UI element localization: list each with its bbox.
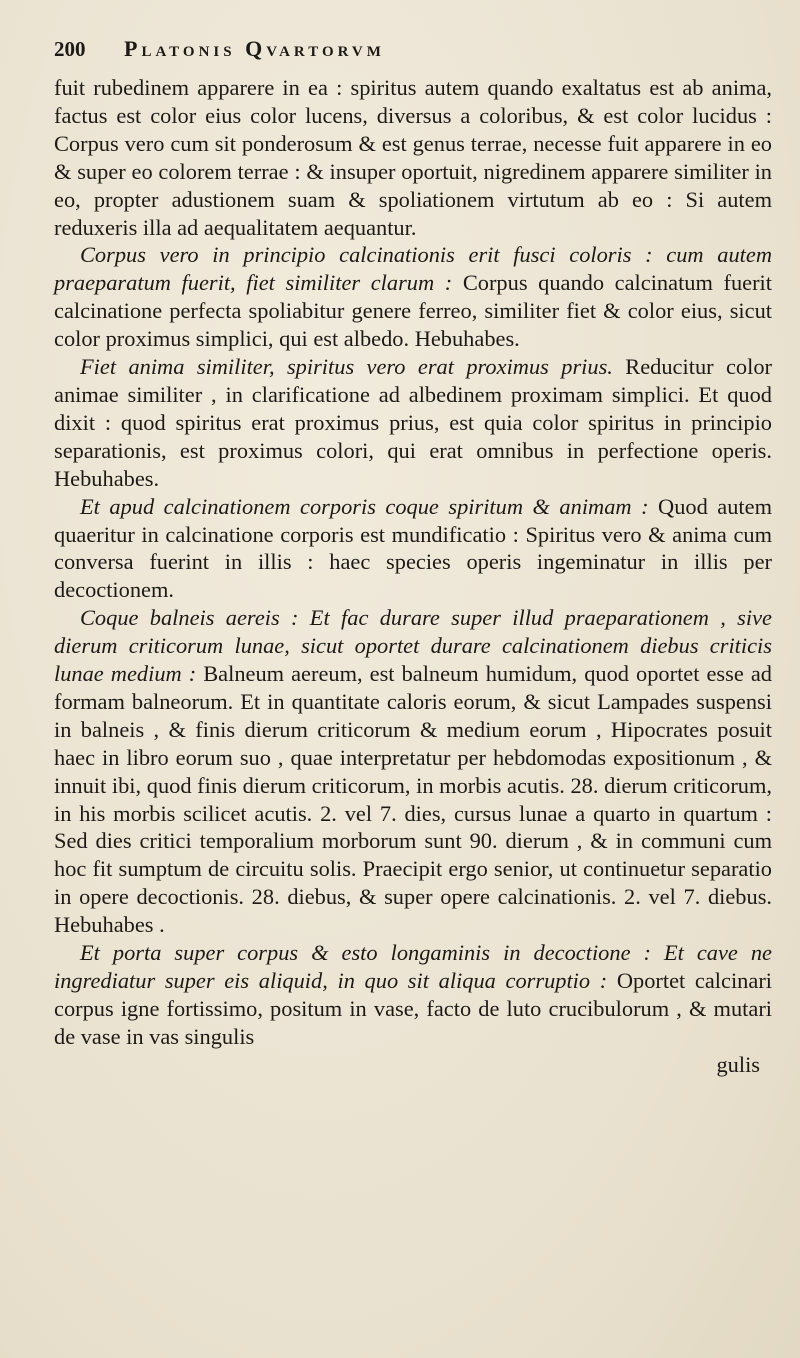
paragraph bbox=[54, 353, 772, 493]
commentary-text: fuit rubedinem apparere in ea : spiritus autem quando exaltatus est ab anima, factus est color eius color lucens, diversus a coloribus, & est color lucidus : Corpus vero cum sit ponderosum & est genus terrae, necesse fuit apparere in eo & super eo colorem terrae : & insuper oportuit, nigredinem apparere similiter in eo, propter adustionem suam & spoliationem virtutum ab eo : Si autem reduxeris illa ad aequalitatem aequantur. bbox=[54, 75, 772, 240]
quoted-text: Fiet anima similiter, spiritus vero erat proximus prius. bbox=[80, 354, 626, 380]
commentary-text: Oportet calcinari corpus igne fortissimo, positum in vase, facto de luto crucibulorum , & mutari de vase in vas singulis bbox=[54, 968, 772, 1049]
quoted-text: Et apud calcinationem corporis coque spiritum & animam : bbox=[80, 493, 659, 519]
quoted-text: Coque balneis aereis : Et fac durare super illud praeparationem , sive dierum criticorum lunae, sicut oportet durare calcinationem diebus criticis lunae medium : bbox=[54, 605, 772, 687]
paragraph bbox=[54, 939, 772, 1051]
quoted-text: Et porta super corpus & esto longaminis in decoctione : Et cave ne ingrediatur super eis aliquid, in quo sit aliqua corruptio : bbox=[54, 940, 772, 993]
paragraph bbox=[54, 493, 772, 605]
paragraph bbox=[54, 241, 772, 353]
commentary-text: Corpus quando calcinatum fuerit calcinatione perfecta spoliabitur genere ferreo, similiter fiet & color eius, sicut color proximus simplici, qui est albedo. Hebuhabes. bbox=[54, 270, 772, 352]
body-text bbox=[54, 74, 772, 1051]
commentary-text: Balneum aereum, est balneum humidum, quod oportet esse ad formam balneorum. Et in quantitate caloris eorum, & sicut Lampades suspensi in balneis , & finis dierum criticorum & medium eorum , Hipocrates posuit haec in libro eorum suo , quae interpretatur per hebdomodas expositionum , & innuit ibi, quod finis dierum criticorum, in morbis acutis. 28. dierum criticorum, in his morbis scilicet acutis. 2. vel 7. dies, cursus lunae a quarto in quartum : Sed dies critici temporalium morborum sunt 90. dierum , & in communi cum hoc fit sumptum de circuitu solis. Praecipit ergo senior, ut continuetur separatio in opere decoctionis. 28. diebus, & super opere calcinationis. 2. vel 7. diebus. Hebuhabes . bbox=[54, 661, 772, 938]
quoted-text: Corpus vero in principio calcinationis erit fusci coloris : cum autem praeparatum fuerit, fiet similiter clarum : bbox=[54, 242, 772, 296]
paragraph bbox=[54, 74, 772, 241]
page-header bbox=[54, 36, 772, 70]
commentary-text: Quod autem quaeritur in calcinatione corporis est mundificatio : Spiritus vero & anima cum conversa fuerint in illis : haec species operis ingeminatur in illis per decoctionem. bbox=[54, 493, 773, 603]
paragraph bbox=[54, 604, 772, 939]
catchword: gulis bbox=[716, 1051, 760, 1077]
page-number: 200 bbox=[54, 37, 86, 61]
running-head: Platonis Qvartorvm bbox=[124, 36, 385, 61]
commentary-text: Reducitur color animae similiter , in clarificatione ad albedinem proximam simplici. Et quod dixit : quod spiritus erat proximus prius, est quia color spiritus in principio separationis, est proximus colori, qui erat omnibus in perfectione operis. Hebuhabes. bbox=[54, 354, 772, 491]
